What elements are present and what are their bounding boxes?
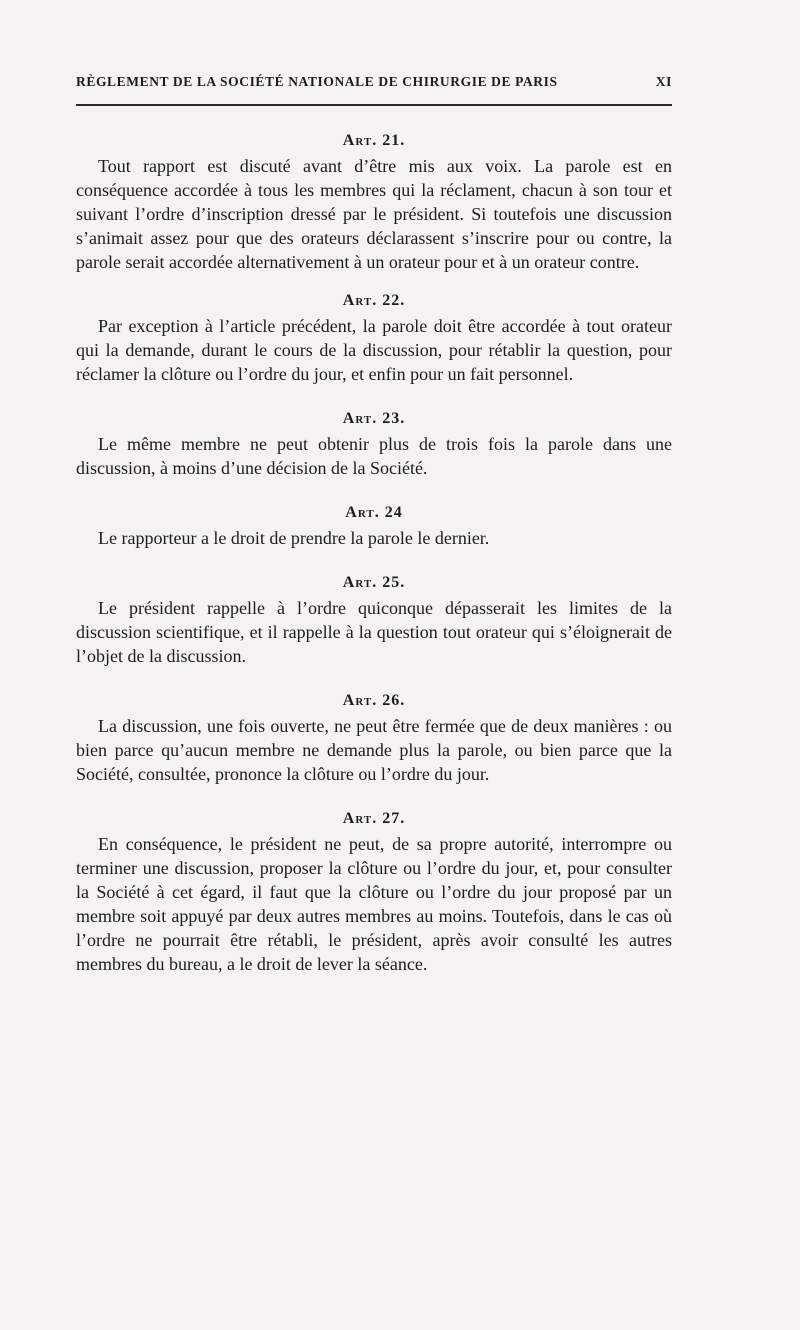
page-number: XI [655,74,672,89]
article-26 [76,688,672,786]
document-body [76,128,672,976]
article-heading: Art. 22. [342,292,406,309]
article-25 [76,570,672,668]
running-head [76,74,672,90]
article-heading: Art. 27. [342,810,406,827]
article-27 [76,806,672,976]
article-paragraph: En conséquence, le président ne peut, de sa propre autorité, interrompre ou terminer une discussion, proposer la clôture ou l’ordre du jour, et, pour consulter la Société à cet égard, il faut que la clôture ou l’ordre du jour proposé par un membre soit appuyé par deux autres membres au moins. Toutefois, dans le cas où l’ordre ne pourrait être rétabli, le président, après avoir consulté les autres membres du bureau, a le droit de lever la séance. [76,834,672,974]
article-paragraph: La discussion, une fois ouverte, ne peut être fermée que de deux manières : ou bien parce qu’aucun membre ne demande plus la parole, ou bien parce que la Société, consultée, prononce la clôture ou l’ordre du jour. [76,716,672,784]
article-22 [76,288,672,386]
header-rule [76,104,672,106]
article-heading: Art. 23. [342,410,406,427]
article-21 [76,128,672,274]
article-heading: Art. 21. [342,132,406,149]
running-title: RÈGLEMENT DE LA SOCIÉTÉ NATIONALE DE CHIRURGIE DE PARIS [76,74,558,89]
article-paragraph: Par exception à l’article précédent, la parole doit être accordée à tout orateur qui la demande, durant le cours de la discussion, pour rétablir la question, pour réclamer la clôture ou l’ordre du jour, et enfin pour un fait personnel. [76,316,672,384]
article-23 [76,406,672,480]
document-page [76,0,672,1330]
article-heading: Art. 25. [342,574,406,591]
article-heading: Art. 26. [342,692,406,709]
article-paragraph: Le même membre ne peut obtenir plus de trois fois la parole dans une discussion, à moins d’une décision de la Société. [76,434,672,478]
article-24 [76,500,672,550]
article-heading: Art. 24 [345,504,403,521]
article-paragraph: Tout rapport est discuté avant d’être mis aux voix. La parole est en conséquence accordée à tous les membres qui la réclament, chacun à son tour et suivant l’ordre d’inscription dressé par le président. Si toutefois une discussion s’animait assez pour que des orateurs déclarassent s’inscrire pour ou contre, la parole serait accordée alternativement à un orateur pour et à un orateur contre. [76,156,672,272]
article-paragraph: Le rapporteur a le droit de prendre la parole le dernier. [98,528,490,548]
article-paragraph: Le président rappelle à l’ordre quiconque dépasserait les limites de la discussion scientifique, et il rappelle à la question tout orateur qui s’éloignerait de l’objet de la discussion. [76,598,672,666]
